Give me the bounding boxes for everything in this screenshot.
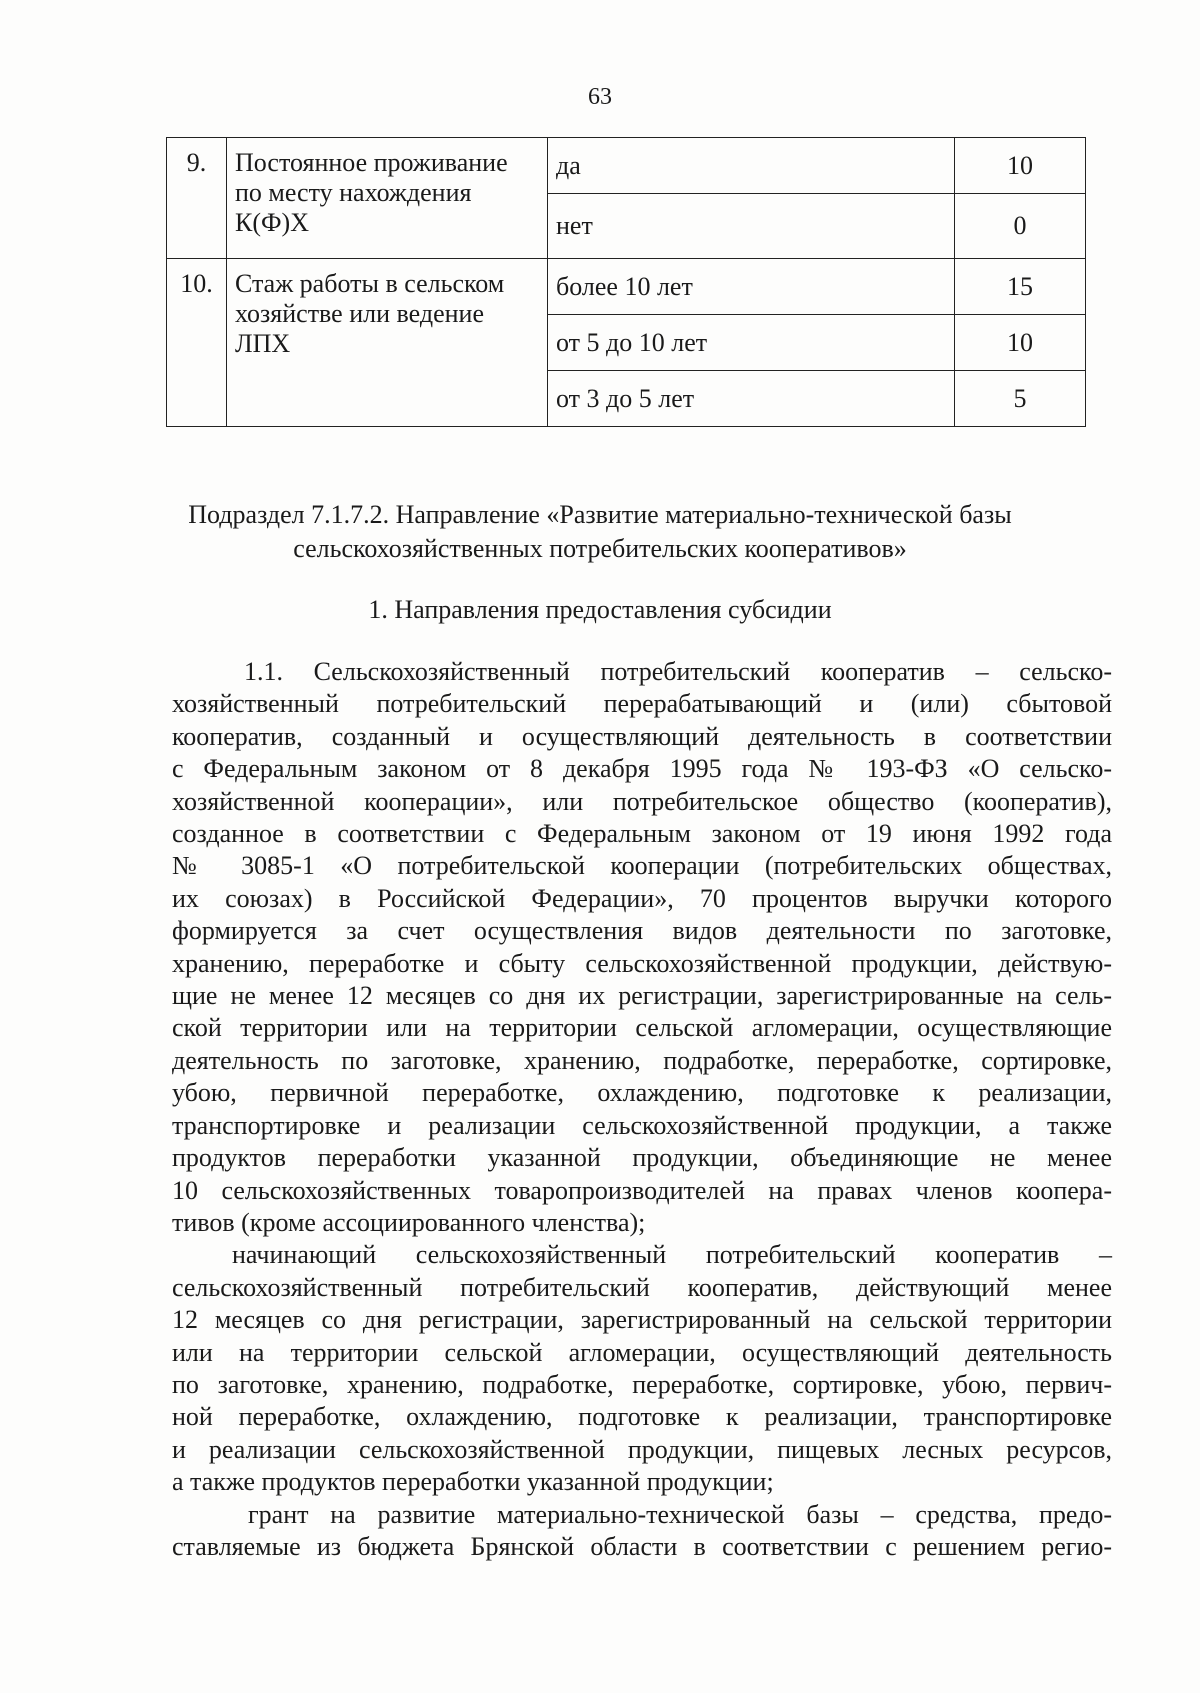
text-line: 12 месяцев со дня регистрации, зарегистрированный на сельской территории <box>172 1305 1112 1335</box>
text-line: деятельность по заготовке, хранению, подработке, переработке, сортировке, <box>172 1045 1112 1075</box>
text-line: продуктов переработки указанной продукции, объединяющие не менее <box>172 1143 1112 1173</box>
table-row <box>167 138 1086 194</box>
text-line: № 3085-1 «О потребительской кооперации (потребительских обществах, <box>172 851 1112 881</box>
text-line: по заготовке, хранению, подработке, переработке, сортировке, убою, первич- <box>172 1369 1112 1399</box>
option-score: 10 <box>955 315 1086 371</box>
text-line: убою, первичной переработке, охлаждению, подготовке к реализации, <box>172 1078 1112 1108</box>
option-score: 10 <box>955 138 1086 194</box>
subsection-line: сельскохозяйственных потребительских кооперативов» <box>293 534 907 563</box>
paragraph-3 <box>172 1499 1112 1564</box>
body-text <box>172 656 1112 1563</box>
text-line: ной переработке, охлаждению, подготовке к реализации, транспортировке <box>172 1402 1112 1432</box>
subsection-line: Подраздел 7.1.7.2. Направление «Развитие материально-технической базы <box>188 500 1012 529</box>
option-score: 0 <box>955 194 1086 259</box>
text-line: или на территории сельской агломерации, осуществляющий деятельность <box>172 1337 1112 1367</box>
text-line: формируется за счет осуществления видов деятельности по заготовке, <box>172 916 1112 946</box>
text-line: хозяйственный потребительский перерабатывающий и (или) сбытовой <box>172 689 1112 719</box>
text-line: с Федеральным законом от 8 декабря 1995 года № 193-ФЗ «О сельско- <box>172 754 1112 784</box>
text-line: 10 сельскохозяйственных товаропроизводителей на правах членов коопера- <box>172 1175 1112 1205</box>
text-line: ской территории или на территории сельской агломерации, осуществляющие <box>172 1013 1112 1043</box>
subsection-heading <box>0 498 1200 566</box>
text-line: сельскохозяйственный потребительский кооператив, действующий менее <box>172 1272 1112 1302</box>
page-number: 63 <box>588 84 612 110</box>
text-line: 1.1. Сельскохозяйственный потребительский кооператив – сельско- <box>244 657 1112 686</box>
text-line: грант на развитие материально-технической базы – средства, предо- <box>248 1499 1112 1529</box>
text-line: хозяйственной кооперации», или потребительское общество (кооператив), <box>172 786 1112 816</box>
criterion-cell: Стаж работы в сельском хозяйстве или ведение ЛПХ <box>227 259 548 427</box>
option-score: 15 <box>955 259 1086 315</box>
text-line: щие не менее 12 месяцев со дня их регистрации, зарегистрированные на сель- <box>172 981 1112 1011</box>
text-line: начинающий сельскохозяйственный потребительский кооператив – <box>232 1240 1112 1270</box>
text-line: кооператив, созданный и осуществляющий деятельность в соответствии <box>172 721 1112 751</box>
text-line: тивов (кроме ассоциированного членства); <box>172 1207 646 1237</box>
row-number: 10. <box>167 259 227 427</box>
option-value: более 10 лет <box>548 259 955 315</box>
paragraph-2 <box>172 1239 1112 1498</box>
text-line: а также продуктов переработки указанной продукции; <box>172 1467 774 1497</box>
option-value: от 5 до 10 лет <box>548 315 955 371</box>
text-line: их союзах) в Российской Федерации», 70 процентов выручки которого <box>172 883 1112 913</box>
section-title: 1. Направления предоставления субсидии <box>368 595 832 624</box>
text-line: транспортировке и реализации сельскохозяйственной продукции, а также <box>172 1110 1112 1140</box>
text-line: и реализации сельскохозяйственной продукции, пищевых лесных ресурсов, <box>172 1434 1112 1464</box>
option-value: от 3 до 5 лет <box>548 371 955 427</box>
table-row <box>167 259 1086 315</box>
option-score: 5 <box>955 371 1086 427</box>
text-line: созданное в соответствии с Федеральным законом от 19 июня 1992 года <box>172 819 1112 849</box>
paragraph-1 <box>172 656 1112 1239</box>
criterion-cell: Постоянное проживание по месту нахождения К(Ф)Х <box>227 138 548 259</box>
text-line: хранению, переработке и сбыту сельскохозяйственной продукции, действую- <box>172 948 1112 978</box>
text-line: ставляемые из бюджета Брянской области в соответствии с решением регио- <box>172 1531 1112 1561</box>
criteria-table <box>166 137 1086 427</box>
option-value: нет <box>548 194 955 259</box>
option-value: да <box>548 138 955 194</box>
row-number: 9. <box>167 138 227 259</box>
